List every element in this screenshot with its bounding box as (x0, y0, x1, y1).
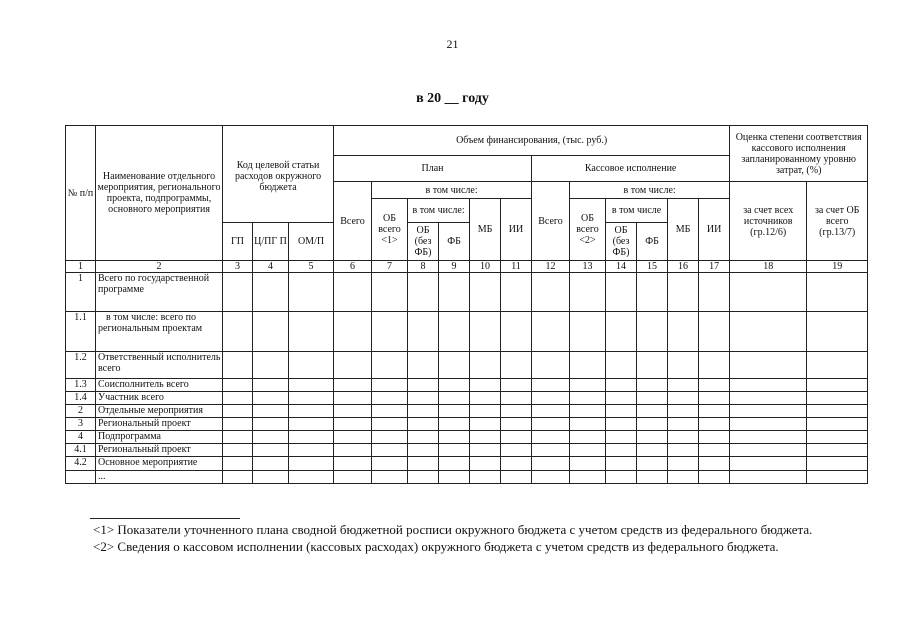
empty-cell (699, 457, 730, 471)
row-number: 4.1 (66, 444, 96, 457)
empty-cell (501, 418, 532, 431)
empty-cell (501, 392, 532, 405)
footnote-2: <2> Сведения о кассовом исполнении (кассовых расходах) окружного бюджета с учетом средств из федерального бюджета. (93, 539, 779, 554)
empty-cell (606, 418, 637, 431)
empty-cell (372, 471, 408, 484)
empty-cell (253, 312, 289, 352)
empty-cell (408, 457, 439, 471)
empty-cell (253, 352, 289, 379)
column-number-row (66, 261, 868, 273)
row-number: 2 (66, 405, 96, 418)
empty-cell (637, 471, 668, 484)
empty-cell (699, 418, 730, 431)
empty-cell (408, 379, 439, 392)
empty-cell (223, 379, 253, 392)
empty-cell (730, 392, 807, 405)
column-number: 10 (470, 261, 501, 273)
empty-cell (570, 418, 606, 431)
row-name: Региональный проект (96, 444, 223, 457)
empty-cell (372, 457, 408, 471)
column-number: 19 (807, 261, 868, 273)
header-ob-total-plan: ОБ всего <1> (372, 199, 408, 261)
empty-cell (439, 352, 470, 379)
empty-cell (532, 379, 570, 392)
column-number: 18 (730, 261, 807, 273)
column-number: 14 (606, 261, 637, 273)
empty-cell (470, 379, 501, 392)
row-name: Региональный проект (96, 418, 223, 431)
empty-cell (253, 418, 289, 431)
table-row (66, 405, 868, 418)
row-number: 3 (66, 418, 96, 431)
footnote-divider (90, 518, 240, 519)
empty-cell (606, 444, 637, 457)
empty-cell (334, 457, 372, 471)
empty-cell (470, 444, 501, 457)
column-number: 9 (439, 261, 470, 273)
row-name: в том числе: всего по региональным проектам (96, 312, 223, 352)
empty-cell (334, 392, 372, 405)
header-mb-cash: МБ (668, 199, 699, 261)
row-name: Соисполнитель всего (96, 379, 223, 392)
empty-cell (532, 457, 570, 471)
row-number: 1.2 (66, 352, 96, 379)
empty-cell (470, 471, 501, 484)
empty-cell (532, 418, 570, 431)
empty-cell (289, 312, 334, 352)
header-plan-incl: в том числе: (372, 182, 532, 199)
empty-cell (606, 379, 637, 392)
empty-cell (668, 379, 699, 392)
empty-cell (334, 379, 372, 392)
empty-cell (668, 312, 699, 352)
header-code: Код целевой статьи расходов окружного бюджета (223, 126, 334, 223)
empty-cell (532, 392, 570, 405)
empty-cell (223, 405, 253, 418)
empty-cell (730, 352, 807, 379)
empty-cell (570, 352, 606, 379)
empty-cell (501, 457, 532, 471)
row-number: 4.2 (66, 457, 96, 471)
row-name: Отдельные мероприятия (96, 405, 223, 418)
empty-cell (637, 273, 668, 312)
empty-cell (223, 431, 253, 444)
empty-cell (408, 471, 439, 484)
row-name: Всего по государственной программе (96, 273, 223, 312)
empty-cell (439, 405, 470, 418)
empty-cell (334, 418, 372, 431)
empty-cell (408, 431, 439, 444)
empty-cell (668, 471, 699, 484)
empty-cell (699, 405, 730, 418)
empty-cell (730, 418, 807, 431)
empty-cell (253, 392, 289, 405)
empty-cell (699, 379, 730, 392)
header-cash-incl-inner: в том числе (606, 199, 668, 223)
empty-cell (372, 418, 408, 431)
row-number: 1.4 (66, 392, 96, 405)
empty-cell (606, 405, 637, 418)
column-number: 5 (289, 261, 334, 273)
empty-cell (289, 273, 334, 312)
row-number: 1.1 (66, 312, 96, 352)
empty-cell (637, 418, 668, 431)
empty-cell (223, 273, 253, 312)
empty-cell (501, 312, 532, 352)
column-number: 3 (223, 261, 253, 273)
footnote-1: <1> Показатели уточненного плана сводной бюджетной росписи окружного бюджета с учетом средств из федерального бюджета. (93, 522, 813, 537)
empty-cell (289, 405, 334, 418)
empty-cell (289, 444, 334, 457)
header-assessment: Оценка степени соответствия кассового исполнения запланированному уровню затрат, (%) (730, 126, 868, 182)
empty-cell (253, 379, 289, 392)
empty-cell (501, 379, 532, 392)
table-row (66, 352, 868, 379)
empty-cell (470, 418, 501, 431)
empty-cell (807, 405, 868, 418)
empty-cell (372, 392, 408, 405)
empty-cell (570, 405, 606, 418)
empty-cell (372, 352, 408, 379)
empty-cell (372, 444, 408, 457)
empty-cell (606, 352, 637, 379)
column-number: 13 (570, 261, 606, 273)
row-name: Участник всего (96, 392, 223, 405)
header-plan-total: Всего (334, 182, 372, 261)
column-number: 1 (66, 261, 96, 273)
empty-cell (439, 392, 470, 405)
empty-cell (289, 392, 334, 405)
page-title: в 20 __ году (416, 91, 489, 106)
empty-cell (637, 312, 668, 352)
empty-cell (730, 379, 807, 392)
row-number (66, 471, 96, 484)
empty-cell (253, 273, 289, 312)
empty-cell (668, 392, 699, 405)
table-row (66, 457, 868, 471)
empty-cell (253, 431, 289, 444)
empty-cell (807, 471, 868, 484)
empty-cell (223, 392, 253, 405)
empty-cell (334, 405, 372, 418)
empty-cell (606, 312, 637, 352)
empty-cell (253, 457, 289, 471)
empty-cell (570, 312, 606, 352)
empty-cell (289, 431, 334, 444)
empty-cell (637, 379, 668, 392)
empty-cell (570, 392, 606, 405)
empty-cell (730, 431, 807, 444)
empty-cell (807, 431, 868, 444)
header-ob-only: за счет ОБ всего (гр.13/7) (807, 182, 868, 261)
header-ob-excl-plan: ОБ (без ФБ) (408, 223, 439, 261)
header-fb-plan: ФБ (439, 223, 470, 261)
empty-cell (439, 431, 470, 444)
empty-cell (470, 392, 501, 405)
empty-cell (807, 352, 868, 379)
empty-cell (408, 418, 439, 431)
header-cash-total: Всего (532, 182, 570, 261)
empty-cell (470, 352, 501, 379)
empty-cell (439, 418, 470, 431)
empty-cell (289, 418, 334, 431)
empty-cell (223, 352, 253, 379)
empty-cell (570, 444, 606, 457)
empty-cell (730, 471, 807, 484)
empty-cell (637, 352, 668, 379)
table-row (66, 273, 868, 312)
empty-cell (223, 312, 253, 352)
empty-cell (408, 405, 439, 418)
empty-cell (253, 444, 289, 457)
empty-cell (606, 431, 637, 444)
empty-cell (699, 471, 730, 484)
empty-cell (668, 444, 699, 457)
row-name: Ответственный исполнитель всего (96, 352, 223, 379)
empty-cell (532, 273, 570, 312)
table-row (66, 444, 868, 457)
empty-cell (699, 444, 730, 457)
header-plan-incl-inner: в том числе: (408, 199, 470, 223)
column-number: 4 (253, 261, 289, 273)
row-number: 1.3 (66, 379, 96, 392)
empty-cell (501, 471, 532, 484)
empty-cell (470, 405, 501, 418)
empty-cell (470, 312, 501, 352)
empty-cell (532, 405, 570, 418)
empty-cell (253, 471, 289, 484)
empty-cell (439, 457, 470, 471)
empty-cell (532, 312, 570, 352)
empty-cell (408, 273, 439, 312)
table-row (66, 392, 868, 405)
header-num: № п/п (66, 126, 96, 261)
empty-cell (570, 471, 606, 484)
empty-cell (699, 312, 730, 352)
empty-cell (372, 312, 408, 352)
column-number: 6 (334, 261, 372, 273)
empty-cell (699, 352, 730, 379)
header-all-sources: за счет всех источников (гр.12/6) (730, 182, 807, 261)
empty-cell (289, 471, 334, 484)
empty-cell (730, 444, 807, 457)
column-number: 15 (637, 261, 668, 273)
empty-cell (637, 457, 668, 471)
empty-cell (606, 273, 637, 312)
column-number: 12 (532, 261, 570, 273)
empty-cell (334, 444, 372, 457)
row-number: 4 (66, 431, 96, 444)
empty-cell (223, 418, 253, 431)
column-number: 11 (501, 261, 532, 273)
empty-cell (408, 392, 439, 405)
header-cash: Кассовое исполнение (532, 156, 730, 182)
empty-cell (730, 405, 807, 418)
empty-cell (730, 312, 807, 352)
empty-cell (532, 431, 570, 444)
empty-cell (699, 273, 730, 312)
empty-cell (470, 431, 501, 444)
table-row (66, 418, 868, 431)
row-number: 1 (66, 273, 96, 312)
header-omp: ОМ/П (289, 223, 334, 261)
empty-cell (668, 405, 699, 418)
header-fb-cash: ФБ (637, 223, 668, 261)
footnotes (65, 518, 868, 555)
empty-cell (606, 392, 637, 405)
empty-cell (408, 352, 439, 379)
empty-cell (439, 471, 470, 484)
empty-cell (223, 471, 253, 484)
report-table (65, 125, 868, 484)
table-row (66, 471, 868, 484)
empty-cell (501, 444, 532, 457)
empty-cell (439, 444, 470, 457)
empty-cell (372, 379, 408, 392)
empty-cell (637, 431, 668, 444)
empty-cell (334, 431, 372, 444)
header-gp: ГП (223, 223, 253, 261)
empty-cell (532, 471, 570, 484)
empty-cell (807, 418, 868, 431)
empty-cell (637, 405, 668, 418)
empty-cell (668, 352, 699, 379)
empty-cell (501, 405, 532, 418)
empty-cell (408, 444, 439, 457)
header-ob-excl-cash: ОБ (без ФБ) (606, 223, 637, 261)
empty-cell (570, 273, 606, 312)
header-name: Наименование отдельного мероприятия, регионального проекта, подпрограммы, основного мероприятия (96, 126, 223, 261)
header-plan: План (334, 156, 532, 182)
empty-cell (289, 379, 334, 392)
empty-cell (668, 457, 699, 471)
empty-cell (439, 312, 470, 352)
empty-cell (637, 444, 668, 457)
row-name: Подпрограмма (96, 431, 223, 444)
empty-cell (501, 352, 532, 379)
empty-cell (289, 457, 334, 471)
empty-cell (532, 352, 570, 379)
empty-cell (807, 392, 868, 405)
column-number: 7 (372, 261, 408, 273)
empty-cell (730, 457, 807, 471)
empty-cell (532, 444, 570, 457)
empty-cell (807, 273, 868, 312)
page-number: 21 (446, 37, 459, 51)
empty-cell (606, 457, 637, 471)
empty-cell (807, 457, 868, 471)
empty-cell (334, 312, 372, 352)
empty-cell (470, 273, 501, 312)
empty-cell (730, 273, 807, 312)
empty-cell (501, 273, 532, 312)
empty-cell (570, 379, 606, 392)
empty-cell (289, 352, 334, 379)
empty-cell (372, 431, 408, 444)
row-name: Основное мероприятие (96, 457, 223, 471)
header-mb-plan: МБ (470, 199, 501, 261)
table-row (66, 431, 868, 444)
header-cpg: Ц/ПГ П (253, 223, 289, 261)
row-name: ... (96, 471, 223, 484)
empty-cell (334, 273, 372, 312)
empty-cell (699, 392, 730, 405)
empty-cell (668, 273, 699, 312)
empty-cell (570, 457, 606, 471)
empty-cell (223, 457, 253, 471)
empty-cell (253, 405, 289, 418)
empty-cell (372, 405, 408, 418)
column-number: 16 (668, 261, 699, 273)
empty-cell (439, 379, 470, 392)
table-row (66, 312, 868, 352)
empty-cell (807, 312, 868, 352)
column-number: 8 (408, 261, 439, 273)
empty-cell (372, 273, 408, 312)
header-cash-incl: в том числе: (570, 182, 730, 199)
empty-cell (570, 431, 606, 444)
empty-cell (807, 379, 868, 392)
empty-cell (334, 352, 372, 379)
empty-cell (699, 431, 730, 444)
empty-cell (668, 418, 699, 431)
empty-cell (501, 431, 532, 444)
empty-cell (470, 457, 501, 471)
header-ob-total-cash: ОБ всего <2> (570, 199, 606, 261)
empty-cell (334, 471, 372, 484)
empty-cell (223, 444, 253, 457)
header-funding: Объем финансирования, (тыс. руб.) (334, 126, 730, 156)
header-ii-plan: ИИ (501, 199, 532, 261)
empty-cell (408, 312, 439, 352)
column-number: 17 (699, 261, 730, 273)
column-number: 2 (96, 261, 223, 273)
header-ii-cash: ИИ (699, 199, 730, 261)
empty-cell (637, 392, 668, 405)
empty-cell (668, 431, 699, 444)
empty-cell (807, 444, 868, 457)
empty-cell (606, 471, 637, 484)
empty-cell (439, 273, 470, 312)
table-row (66, 379, 868, 392)
